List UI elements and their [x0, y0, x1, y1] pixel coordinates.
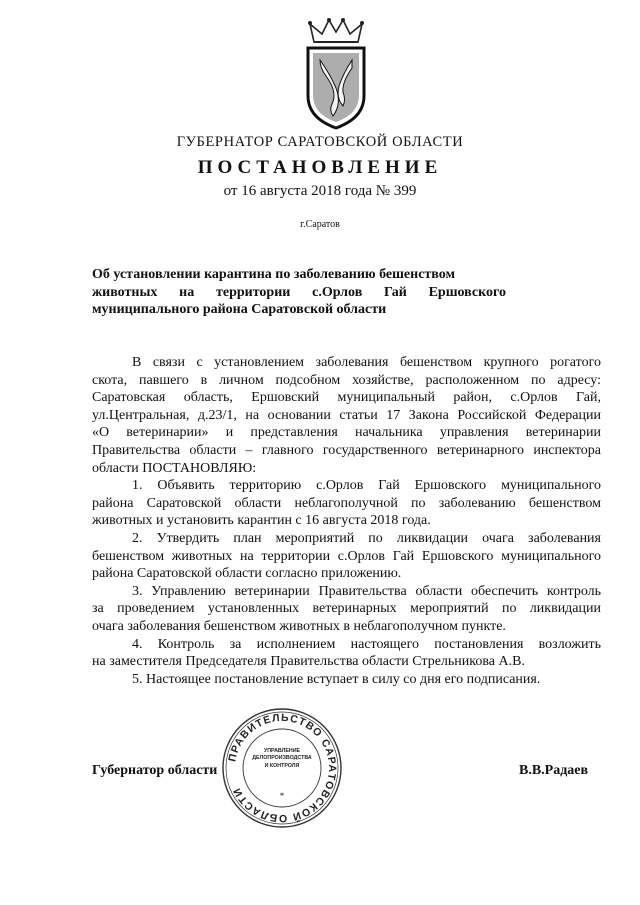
resolution-item-3 [92, 583, 601, 636]
resolution-item-1 [92, 477, 601, 530]
subject-line: животных на территории с.Орлов Гай Ершовского [92, 284, 506, 300]
intro-paragraph [92, 354, 601, 477]
body-line: ул.Центральная, д.23/1, на основании статьи 17 Закона Российской Федерации [92, 407, 601, 423]
stamp-inner-line: И КОНТРОЛЯ [264, 762, 300, 769]
body-line: района Саратовской области согласно приложению. [92, 566, 402, 582]
body-line: «О ветеринарии» и представления начальника управления ветеринарии [92, 425, 601, 441]
saratov-coat-of-arms-icon [296, 18, 376, 130]
body-line: 2. Утвердить план мероприятий по ликвидации очага заболевания [132, 530, 601, 546]
body-line: 4. Контроль за исполнением настоящего постановления возложить [132, 636, 601, 652]
document-type: ПОСТАНОВЛЕНИЕ [197, 157, 443, 178]
body-line: 5. Настоящее постановление вступает в силу со дня его подписания. [132, 671, 541, 687]
signatory-title: Губернатор области [92, 763, 218, 778]
issuing-authority: ГУБЕРНАТОР САРАТОВСКОЙ ОБЛАСТИ [176, 134, 464, 150]
stamp-ring-text: ПРАВИТЕЛЬСТВО САРАТОВСКОЙ ОБЛАСТИ [226, 711, 339, 825]
body-line: В связи с установлением заболевания бешенством крупного рогатого [132, 355, 601, 370]
body-line: очага заболевания бешенством животных в неблагополучном пункте. [92, 618, 506, 634]
resolution-item-5 [92, 671, 601, 689]
document-body [92, 354, 601, 688]
body-line: бешенством животных на территории с.Орлов Гай Ершовского муниципального [92, 548, 601, 564]
body-line: района Саратовской области неблагополучной по заболеванию бешенством [92, 495, 601, 511]
document-date-number: от 16 августа 2018 года № 399 [223, 183, 417, 199]
stamp-inner-line: ДЕЛОПРОИЗВОДСТВА [252, 755, 312, 762]
document-subject [92, 266, 506, 319]
stamp-star: * [279, 791, 285, 801]
document-city: г.Саратов [300, 219, 340, 230]
stamp-inner-text [252, 748, 312, 770]
body-line: Саратовская область, Ершовский муниципальный район, с.Орлов Гай, [92, 390, 601, 406]
subject-line: Об установлении карантина по заболеванию бешенством [92, 267, 456, 282]
body-line: области ПОСТАНОВЛЯЮ: [92, 460, 257, 476]
stamp-inner-line: УПРАВЛЕНИЕ [263, 748, 301, 754]
resolution-item-4 [92, 636, 601, 671]
body-line: 1. Объявить территорию с.Орлов Гай Ершовского муниципального [132, 478, 601, 494]
body-line: за проведением установленных ветеринарных мероприятий по ликвидации [92, 601, 601, 617]
signatory-name: В.В.Радаев [519, 763, 589, 778]
body-line: животных и установить карантин с 16 августа 2018 года. [92, 513, 431, 529]
body-line: 3. Управлению ветеринарии Правительства области обеспечить контроль [132, 583, 601, 599]
body-line: Правительства области – главного государственного ветеринарного инспектора [92, 442, 601, 458]
subject-line: муниципального района Саратовской области [92, 302, 387, 317]
body-line: скота, павшего в личном подсобном хозяйстве, расположенном по адресу: [92, 372, 601, 388]
body-line: на заместителя Председателя Правительства области Стрельникова А.В. [92, 654, 525, 670]
resolution-item-2 [92, 530, 601, 583]
